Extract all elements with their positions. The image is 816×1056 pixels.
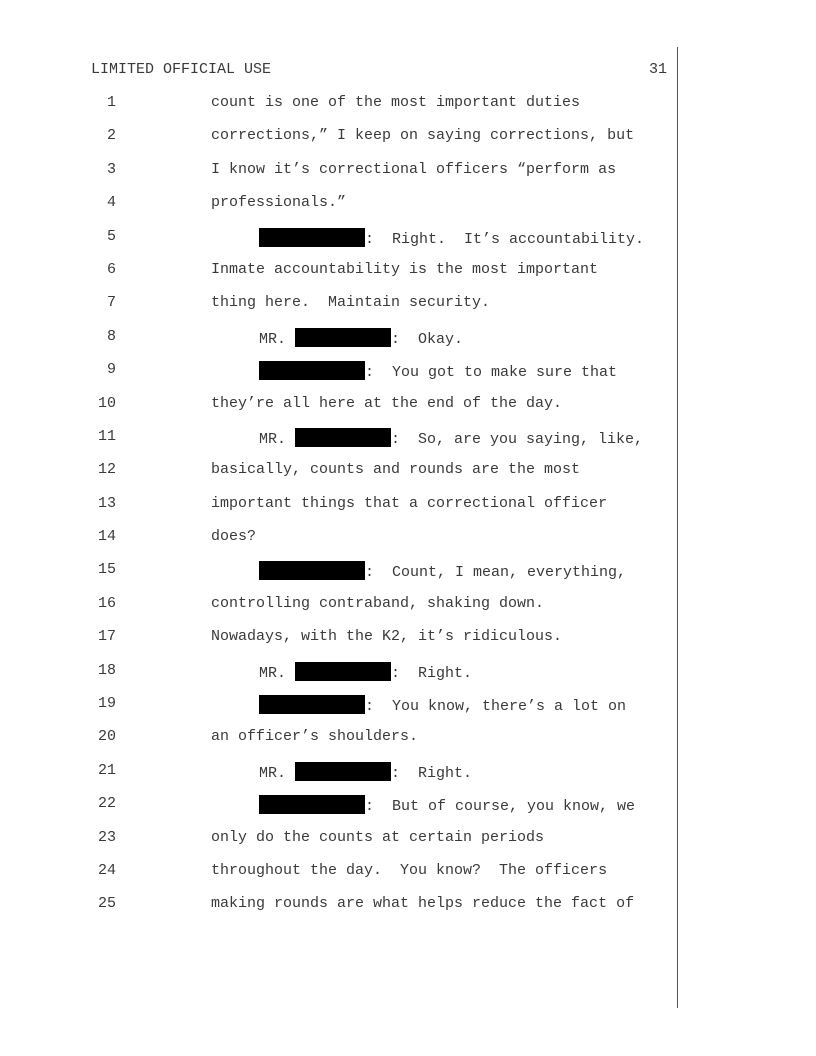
- line-number: 5: [106, 227, 116, 245]
- transcript-line: [0, 194, 816, 227]
- line-text: corrections,” I keep on saying corrections, but: [211, 127, 635, 145]
- line-number: 8: [106, 327, 116, 345]
- transcript-line: [0, 829, 816, 862]
- transcript-line: [0, 161, 816, 194]
- speaker-turn: [259, 795, 635, 816]
- transcript-line: [0, 461, 816, 494]
- line-text: Nowadays, with the K2, it’s ridiculous.: [211, 628, 563, 646]
- line-text: throughout the day. You know? The officers: [211, 861, 608, 879]
- transcript-line: [0, 628, 816, 661]
- transcript-line: [0, 127, 816, 160]
- transcript-line: [0, 795, 816, 828]
- speaker-turn: [259, 762, 472, 783]
- redacted-name-block: [295, 428, 391, 447]
- line-text: I know it’s correctional officers “perform as: [211, 160, 617, 178]
- line-number: 21: [97, 761, 116, 779]
- redacted-name-block: [259, 561, 365, 580]
- transcript-line: [0, 728, 816, 761]
- redacted-name-block: [295, 328, 391, 347]
- line-number: 23: [97, 828, 116, 846]
- transcript-line: [0, 561, 816, 594]
- speaker-text: : Right. It’s accountability.: [365, 230, 645, 248]
- line-number: 13: [97, 494, 116, 512]
- line-number: 10: [97, 394, 116, 412]
- redacted-name-block: [295, 662, 391, 681]
- line-number: 9: [106, 361, 116, 379]
- redacted-name-block: [259, 795, 365, 814]
- line-text: an officer’s shoulders.: [211, 728, 419, 746]
- line-text: important things that a correctional officer: [211, 494, 608, 512]
- line-number: 15: [97, 561, 116, 579]
- speaker-turn: [259, 561, 626, 582]
- line-number: 2: [106, 127, 116, 145]
- line-text: they’re all here at the end of the day.: [211, 394, 563, 412]
- speaker-prefix: MR.: [259, 330, 296, 348]
- line-text: only do the counts at certain periods: [211, 828, 545, 846]
- transcript-line: [0, 294, 816, 327]
- speaker-text: : Okay.: [391, 330, 464, 348]
- transcript-line: [0, 862, 816, 895]
- transcript-line: [0, 595, 816, 628]
- redacted-name-block: [259, 228, 365, 247]
- transcript-line: [0, 528, 816, 561]
- line-text: Inmate accountability is the most important: [211, 260, 599, 278]
- speaker-prefix: MR.: [259, 664, 296, 682]
- classification-marking: LIMITED OFFICIAL USE: [91, 61, 272, 78]
- line-number: 17: [97, 628, 116, 646]
- transcript-body: [0, 94, 816, 929]
- speaker-text: : So, are you saying, like,: [391, 430, 644, 448]
- speaker-text: : You know, there’s a lot on: [365, 698, 627, 716]
- transcript-line: [0, 228, 816, 261]
- transcript-line: [0, 94, 816, 127]
- speaker-prefix: MR.: [259, 764, 296, 782]
- transcript-line: [0, 328, 816, 361]
- speaker-turn: [259, 428, 643, 449]
- line-number: 14: [97, 528, 116, 546]
- speaker-turn: [259, 228, 644, 249]
- line-number: 6: [106, 260, 116, 278]
- transcript-line: [0, 695, 816, 728]
- line-number: 11: [97, 427, 116, 445]
- speaker-text: : You got to make sure that: [365, 364, 618, 382]
- line-text: count is one of the most important duties: [211, 94, 581, 111]
- line-number: 16: [97, 594, 116, 612]
- redacted-name-block: [295, 762, 391, 781]
- speaker-text: : But of course, you know, we: [365, 798, 636, 816]
- speaker-text: : Right.: [391, 664, 473, 682]
- transcript-line: [0, 762, 816, 795]
- line-number: 7: [106, 294, 116, 312]
- line-text: professionals.”: [211, 194, 347, 212]
- line-number: 3: [106, 160, 116, 178]
- redacted-name-block: [259, 695, 365, 714]
- speaker-text: : Count, I mean, everything,: [365, 564, 627, 582]
- line-number: 18: [97, 661, 116, 679]
- line-text: controlling contraband, shaking down.: [211, 594, 545, 612]
- transcript-line: [0, 428, 816, 461]
- line-number: 25: [97, 895, 116, 913]
- redacted-name-block: [259, 361, 365, 380]
- line-number: 1: [106, 94, 116, 111]
- transcript-line: [0, 361, 816, 394]
- line-text: thing here. Maintain security.: [211, 294, 491, 312]
- line-number: 19: [97, 695, 116, 713]
- line-number: 12: [97, 461, 116, 479]
- speaker-turn: [259, 662, 472, 683]
- speaker-text: : Right.: [391, 764, 473, 782]
- transcript-line: [0, 395, 816, 428]
- transcript-line: [0, 662, 816, 695]
- line-text: basically, counts and rounds are the most: [211, 461, 581, 479]
- line-number: 22: [97, 795, 116, 813]
- transcript-line: [0, 261, 816, 294]
- page-number: 31: [648, 61, 667, 78]
- speaker-turn: [259, 361, 617, 382]
- line-text: does?: [211, 528, 257, 546]
- speaker-turn: [259, 695, 626, 716]
- line-number: 24: [97, 861, 116, 879]
- line-text: making rounds are what helps reduce the fact of: [211, 895, 635, 913]
- line-number: 4: [106, 194, 116, 212]
- transcript-line: [0, 495, 816, 528]
- transcript-line: [0, 895, 816, 928]
- speaker-turn: [259, 328, 463, 349]
- speaker-prefix: MR.: [259, 430, 296, 448]
- line-number: 20: [97, 728, 116, 746]
